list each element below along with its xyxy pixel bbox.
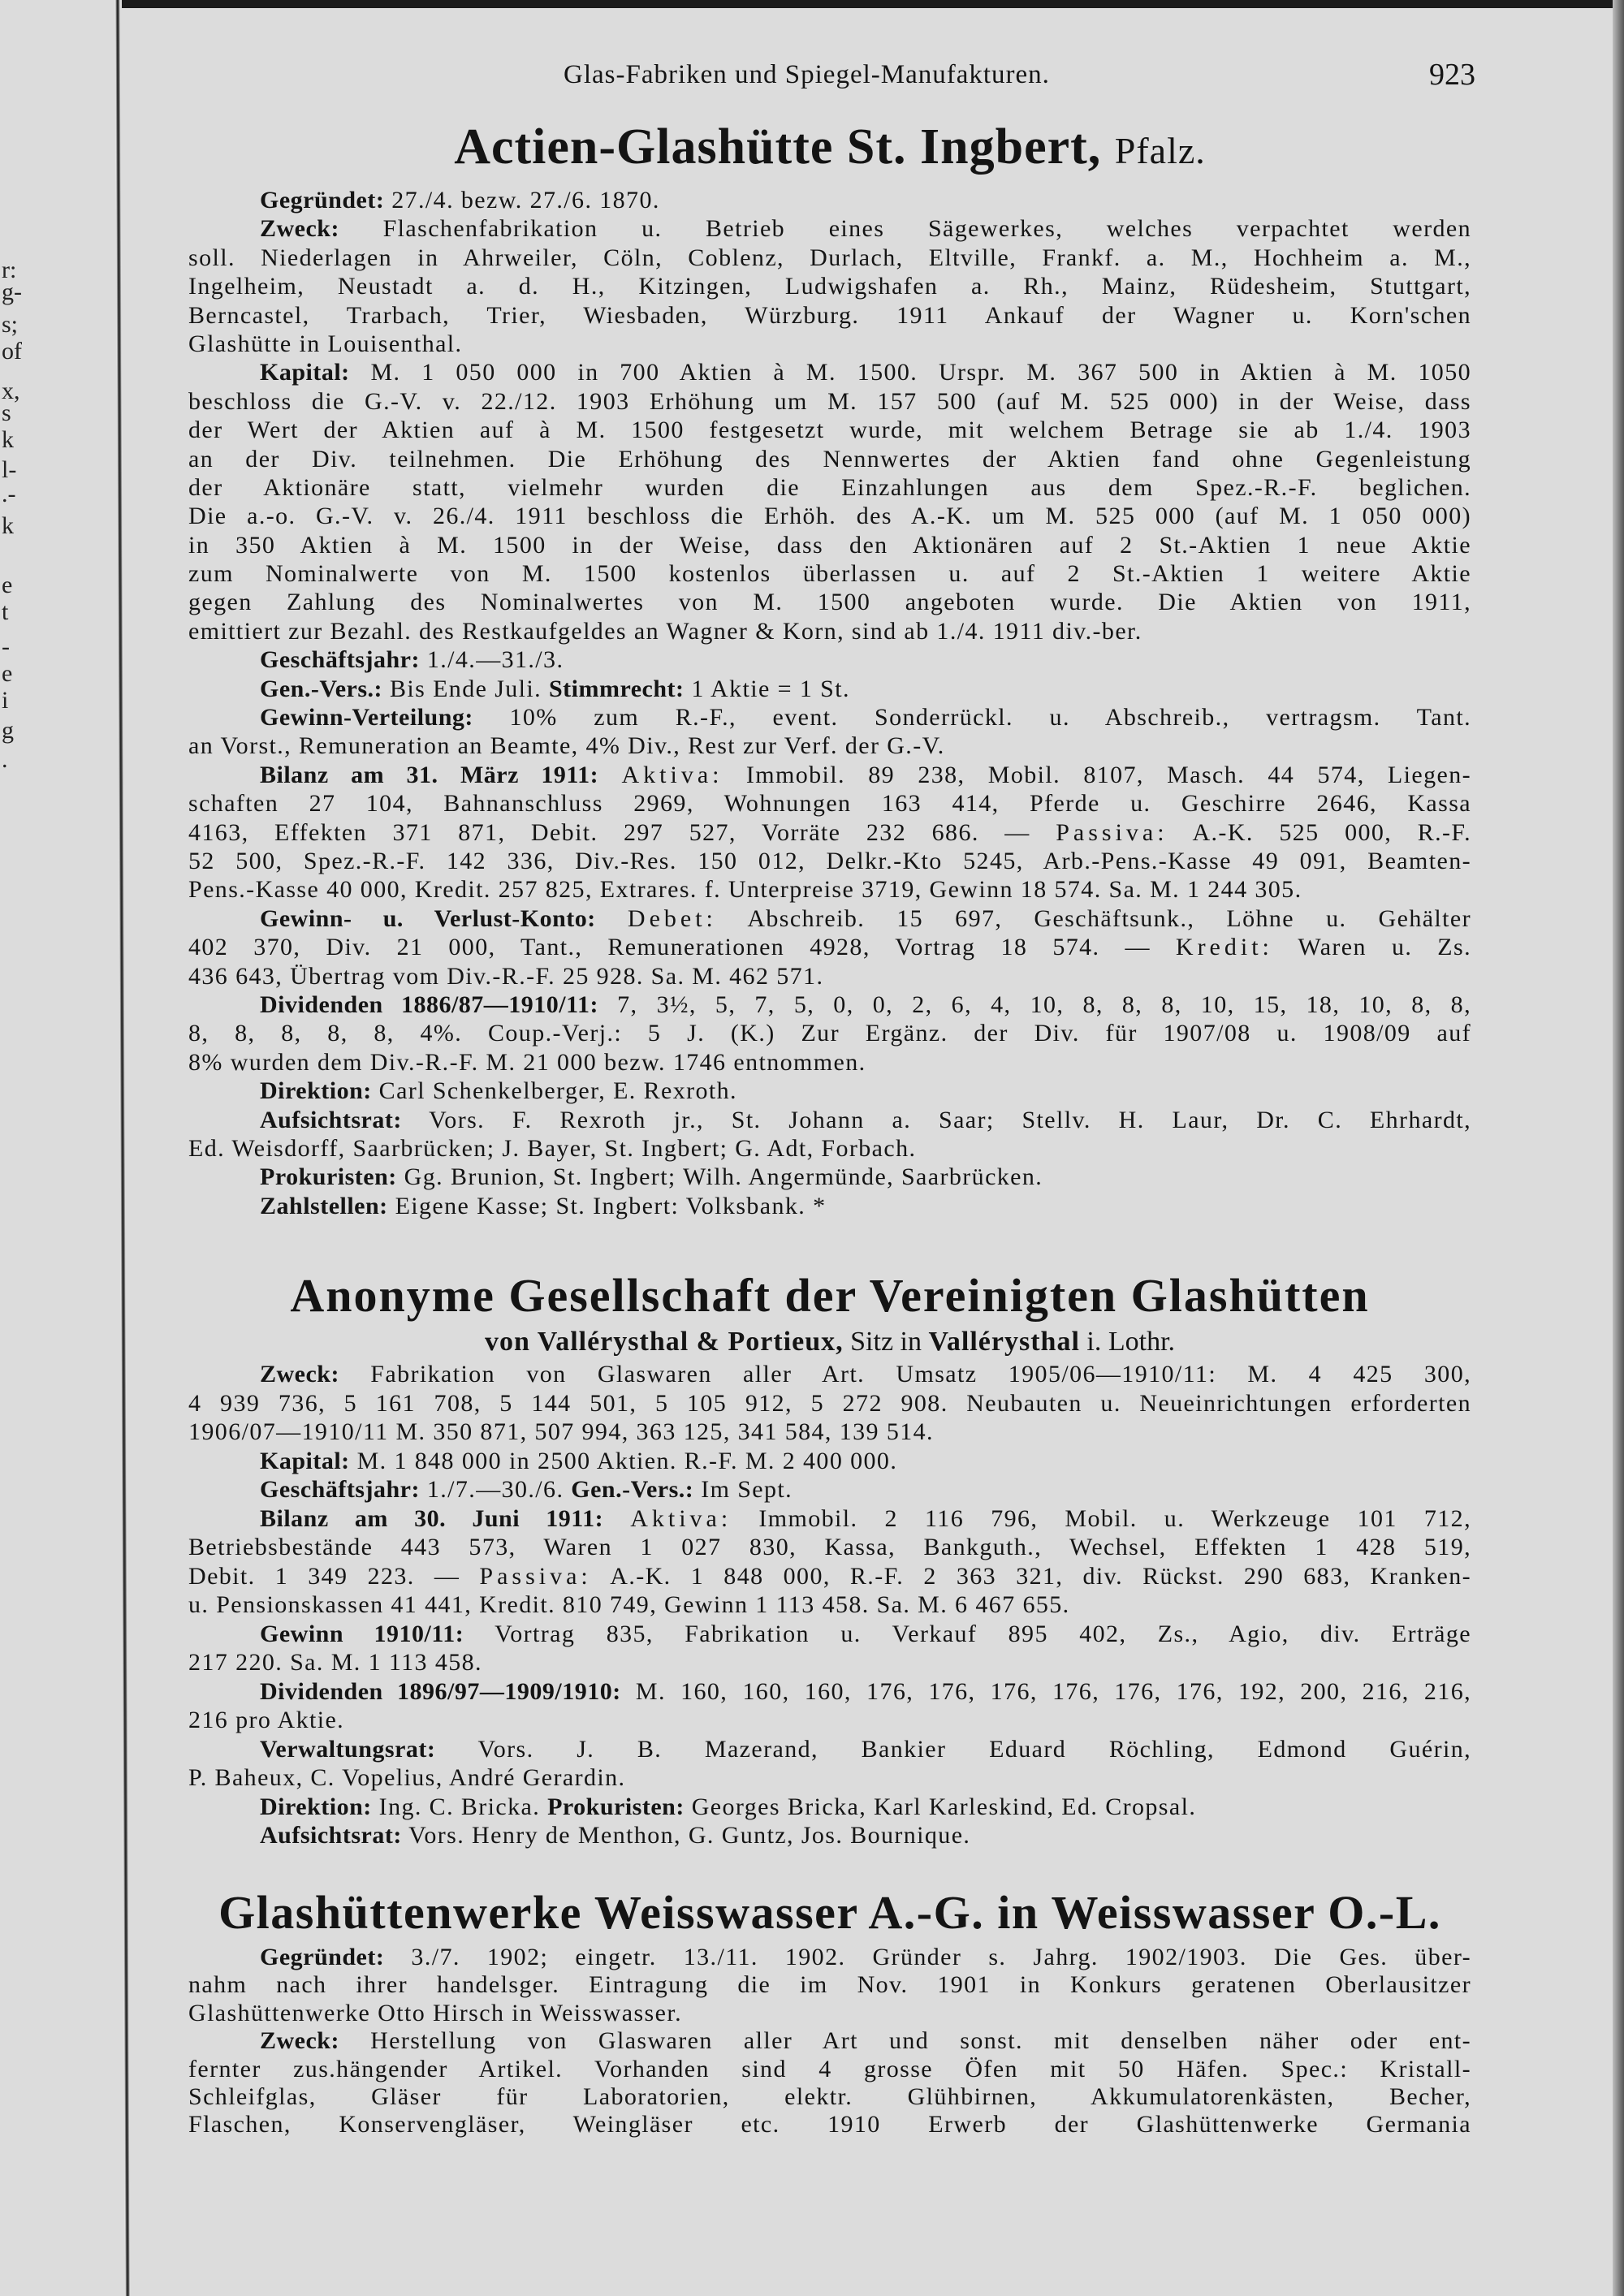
text-span: beschloss die G.-V. v. 22./12. 1903 Erhöhung um M. 157 500 (auf M. 525 000) in der Weise, dass: [188, 387, 1471, 415]
text-span: Herstellung von Glaswaren aller Art und sonst. mit denselben näher oder ent-: [339, 2027, 1471, 2055]
text-line: [188, 1706, 1471, 1735]
text-span: Waren u. Zs.: [1272, 934, 1471, 961]
running-header: Glas-Fabriken und Spiegel-Manufakturen.: [564, 60, 1050, 89]
text-line: [188, 1418, 1471, 1447]
field-label: Zweck:: [260, 2027, 339, 2055]
text-span: nahm nach ihrer handelsger. Eintragung die im Nov. 1901 in Konkurs geratenen Oberlausitzer: [188, 1971, 1471, 1999]
page-gutter-fold: [115, 0, 130, 2296]
margin-fragment: .: [2, 746, 8, 773]
text-line: [188, 1019, 1471, 1047]
text-span: 8, 8, 8, 8, 8, 4%. Coup.-Verj.: 5 J. (K.) Zur Ergänz. der Div. für 1907/08 u. 1908/09 auf: [188, 1020, 1471, 1047]
paragraph-first-line: [188, 1821, 1471, 1850]
text-span: Vors. J. B. Mazerand, Bankier Eduard Röchling, Edmond Guérin,: [435, 1735, 1471, 1763]
text-span: Glashüttenwerke Otto Hirsch in Weisswasser.: [188, 1999, 682, 2026]
field-label: Gewinn-Verteilung:: [260, 704, 473, 732]
field-label: Vallérysthal: [928, 1327, 1080, 1357]
text-span: an Vorst., Remuneration an Beamte, 4% Div., Rest zur Verf. der G.-V.: [188, 732, 945, 760]
text-span: Vors. F. Rexroth jr., St. Johann a. Saar; Stellv. H. Laur, Dr. C. Ehrhardt,: [401, 1106, 1471, 1133]
text-span: Betriebsbestände 443 573, Waren 1 027 830, Kassa, Bankguth., Wechsel, Effekten 1 428 519,: [188, 1534, 1471, 1560]
field-label: Stimmrecht:: [548, 675, 685, 702]
entry-title: [188, 119, 1471, 176]
paragraph-first-line: [188, 1106, 1471, 1134]
text-span: der Wert der Aktien auf à M. 1500 festgesetzt wurde, mit welchem Betrage sie ab 1./4. 1903: [188, 416, 1471, 444]
text-span: Immobil. 89 238, Mobil. 8107, Masch. 44 574, Liegen-: [723, 761, 1471, 788]
entry-title-main: Actien-Glashütte St. Ingbert,: [454, 119, 1102, 175]
text-span: 1./7.—30./6.: [419, 1476, 572, 1503]
paragraph-first-line: [188, 1504, 1471, 1534]
margin-fragment: t: [2, 598, 9, 625]
text-span: Georges Bricka, Karl Karleskind, Ed. Cropsal.: [684, 1793, 1197, 1820]
text-span: Carl Schenkelberger, E. Rexroth.: [371, 1077, 737, 1105]
text-span: Ingelheim, Neustadt a. d. H., Kitzingen, Ludwigshafen a. Rh., Mainz, Rüdesheim, Stuttgart,: [188, 273, 1471, 300]
paragraph-first-line: [188, 1944, 1471, 1971]
text-span: Vors. Henry de Menthon, G. Guntz, Jos. Bournique.: [401, 1822, 971, 1849]
margin-fragment: e: [2, 572, 13, 598]
text-line: [188, 559, 1471, 588]
margin-fragment: g: [2, 717, 14, 744]
text-span: Eigene Kasse; St. Ingbert: Volksbank. *: [387, 1192, 827, 1219]
text-line: [188, 1533, 1471, 1562]
entry-body: [188, 1944, 1471, 2139]
text-span: A.-K. 1 848 000, R.-F. 2 363 321, div. Rückst. 290 683, Kranken-: [591, 1562, 1471, 1590]
text-line: [188, 445, 1471, 473]
text-span: i. Lothr.: [1079, 1327, 1176, 1357]
entry-body: [188, 186, 1471, 1220]
text-span: Glashütte in Louisenthal.: [188, 330, 463, 357]
margin-fragment: k: [2, 426, 14, 453]
text-span: zum Nominalwerte von M. 1500 kostenlos überlassen u. auf 2 St.-Aktien 1 weitere Aktie: [188, 560, 1471, 588]
text-span: Flaschenfabrikation u. Betrieb eines Sägewerkes, welches verpachtet werden: [339, 215, 1471, 243]
field-label: Zweck:: [260, 215, 339, 243]
margin-fragment: r:: [2, 257, 17, 283]
text-span: 10% zum R.-F., event. Sonderrückl. u. Abschreib., vertragsm. Tant.: [473, 704, 1471, 732]
text-span: Ing. C. Bricka.: [371, 1793, 548, 1820]
text-span: [596, 905, 628, 932]
text-line: [188, 1134, 1471, 1163]
text-span: Gg. Brunion, St. Ingbert; Wilh. Angermünde, Saarbrücken.: [396, 1163, 1043, 1191]
field-label: Gewinn 1910/11:: [260, 1620, 464, 1647]
field-label: Gewinn- u. Verlust-Konto:: [260, 904, 596, 932]
text-span: 52 500, Spez.-R.-F. 142 336, Div.-Res. 150 012, Delkr.-Kto 5245, Arb.-Pens.-Kasse 49 091, Beamten-: [188, 847, 1471, 874]
paragraph-first-line: [188, 214, 1471, 243]
text-line: [188, 1562, 1471, 1591]
field-label: Kapital:: [260, 359, 350, 386]
paragraph-first-line: [188, 1793, 1471, 1822]
text-span: 4163, Effekten 371 871, Debit. 297 527, Vorräte 232 686. —: [188, 818, 1056, 846]
text-span: M. 1 848 000 in 2500 Aktien. R.-F. M. 2 400 000.: [349, 1447, 898, 1474]
margin-fragment: i: [2, 687, 9, 714]
spaced-label: Passiva:: [1056, 818, 1168, 846]
field-label: Prokuristen:: [547, 1793, 685, 1820]
paragraph-first-line: [188, 358, 1471, 386]
spaced-label: Debet:: [627, 904, 717, 932]
margin-fragment: l-: [2, 456, 17, 483]
text-line: [188, 732, 1471, 760]
field-label: Zweck:: [260, 1361, 339, 1388]
text-line: [188, 1763, 1471, 1793]
margin-fragment: .-: [2, 481, 16, 507]
margin-fragment: e: [2, 660, 13, 687]
text-span: Berncastel, Trarbach, Trier, Wiesbaden, Würzburg. 1911 Ankauf der Wagner u. Korn'schen: [188, 301, 1471, 329]
text-span: 7, 3½, 5, 7, 5, 0, 0, 2, 6, 4, 10, 8, 8, 8, 10, 15, 18, 10, 8, 8,: [598, 990, 1471, 1018]
text-span: u. Pensionskassen 41 441, Kredit. 810 749, Gewinn 1 113 458. Sa. M. 6 467 655.: [188, 1591, 1070, 1618]
text-span: P. Baheux, C. Vopelius, André Gerardin.: [188, 1764, 626, 1791]
field-label: Direktion:: [260, 1077, 372, 1105]
entry-body: [188, 1360, 1471, 1850]
text-line: [188, 588, 1471, 616]
field-label: von Vallérysthal & Portieux,: [484, 1327, 844, 1357]
text-span: Im Sept.: [693, 1476, 793, 1503]
spaced-label: Passiva:: [479, 1562, 592, 1590]
text-line: [188, 617, 1471, 645]
text-line: [188, 301, 1471, 330]
text-line: [188, 387, 1471, 416]
field-label: Direktion:: [260, 1793, 372, 1820]
paragraph-first-line: [188, 703, 1471, 732]
text-span: 436 643, Übertrag vom Div.-R.-F. 25 928. Sa. M. 462 571.: [188, 962, 824, 990]
field-label: Aufsichtsrat:: [260, 1106, 402, 1133]
text-line: [188, 847, 1471, 875]
text-line: [188, 962, 1471, 990]
scan-right-edge: [1613, 0, 1624, 2296]
paragraph-first-line: [188, 2027, 1471, 2055]
text-span: Sitz in: [843, 1327, 929, 1357]
text-span: Pens.-Kasse 40 000, Kredit. 257 825, Extrares. f. Unterpreise 3719, Gewinn 18 574. Sa. M. 1 244 305.: [188, 876, 1302, 904]
text-span: Die a.-o. G.-V. v. 26./4. 1911 beschloss die Erhöh. des A.-K. um M. 525 000 (auf M. 1 050 000): [188, 503, 1471, 530]
text-span: fernter zus.hängender Artikel. Vorhanden sind 4 grosse Öfen mit 50 Häfen. Spec.: Kristall-: [188, 2055, 1471, 2082]
page-number: 923: [1429, 58, 1475, 92]
text-line: [188, 933, 1471, 961]
paragraph-first-line: [188, 1447, 1471, 1476]
field-label: Bilanz am 30. Juni 1911:: [260, 1504, 604, 1532]
text-span: 402 370, Div. 21 000, Tant., Remunerationen 4928, Vortrag 18 574. —: [188, 934, 1176, 961]
text-span: 8% wurden dem Div.-R.-F. M. 21 000 bezw. 1746 entnommen.: [188, 1048, 866, 1076]
text-span: Vortrag 835, Fabrikation u. Verkauf 895 402, Zs., Agio, div. Erträge: [464, 1620, 1471, 1647]
text-line: [188, 2000, 1471, 2027]
text-span: Schleifglas, Gläser für Laboratorien, elektr. Glühbirnen, Akkumulatorenkästen, Becher,: [188, 2082, 1471, 2110]
entry-title: Glashüttenwerke Weisswasser A.-G. in Weisswasser O.-L.: [218, 1886, 1441, 1939]
field-label: Geschäftsjahr:: [260, 646, 420, 674]
paragraph-first-line: [188, 1677, 1471, 1707]
text-span: Flaschen, Konservengläser, Weingläser etc. 1910 Erwerb der Glashüttenwerke Germania: [188, 2111, 1471, 2138]
text-line: [188, 244, 1471, 272]
paragraph-first-line: [188, 645, 1471, 674]
text-line: [188, 1971, 1471, 1999]
text-line: [188, 789, 1471, 818]
paragraph-first-line: [188, 1192, 1471, 1220]
paragraph-first-line: [188, 186, 1471, 214]
text-span: M. 1 050 000 in 700 Aktien à M. 1500. Urspr. M. 367 500 in Aktien à M. 1050: [349, 359, 1471, 386]
paragraph-first-line: [188, 1620, 1471, 1649]
text-line: [188, 1590, 1471, 1620]
text-span: Bis Ende Juli.: [382, 675, 549, 702]
text-line: [188, 1048, 1471, 1077]
field-label: Geschäftsjahr:: [260, 1476, 420, 1503]
text-span: Abschreib. 15 697, Geschäftsunk., Löhne u. Gehälter: [716, 904, 1471, 932]
paragraph-first-line: [188, 1735, 1471, 1764]
text-span: Fabrikation von Glaswaren aller Art. Umsatz 1905/06—1910/11: M. 4 425 300,: [339, 1361, 1471, 1388]
text-line: [188, 416, 1471, 444]
text-span: in 350 Aktien à M. 1500 in der Weise, dass den Aktionären auf 2 St.-Aktien 1 neue Aktie: [188, 531, 1471, 559]
field-label: Prokuristen:: [260, 1163, 397, 1191]
field-label: Gen.-Vers.:: [571, 1476, 694, 1503]
paragraph-first-line: [188, 1077, 1471, 1105]
text-span: A.-K. 525 000, R.-F.: [1168, 818, 1471, 846]
text-line: [188, 272, 1471, 300]
text-line: [188, 330, 1471, 358]
text-span: gegen Zahlung des Nominalwertes von M. 1500 angeboten wurde. Die Aktien von 1911,: [188, 589, 1471, 616]
field-label: Zahlstellen:: [260, 1192, 388, 1219]
text-span: der Aktionäre statt, vielmehr wurden die Einzahlungen aus dem Spez.-R.-F. beglichen.: [188, 473, 1471, 501]
text-span: 1./4.—31./3.: [419, 646, 564, 674]
text-span: an der Div. teilnehmen. Die Erhöhung des Nennwertes der Aktien fand ohne Gegenleistung: [188, 445, 1471, 473]
text-span: schaften 27 104, Bahnanschluss 2969, Wohnungen 163 414, Pferde u. Geschirre 2646, Kassa: [188, 790, 1471, 818]
scan-top-border: [122, 0, 1624, 8]
text-span: M. 160, 160, 160, 176, 176, 176, 176, 176, 176, 192, 200, 216, 216,: [620, 1677, 1471, 1705]
margin-fragment: k: [2, 512, 14, 539]
margin-fragment: of: [2, 338, 22, 365]
text-span: 4 939 736, 5 161 708, 5 144 501, 5 105 912, 5 272 908. Neubauten u. Neueinrichtungen erforderten: [188, 1389, 1471, 1417]
text-line: [188, 502, 1471, 530]
text-line: [188, 1389, 1471, 1418]
text-span: 1 Aktie = 1 St.: [684, 675, 850, 702]
text-span: [598, 762, 621, 788]
field-label: Gegründet:: [260, 187, 385, 214]
text-line: [188, 875, 1471, 904]
text-span: Immobil. 2 116 796, Mobil. u. Werkzeuge 101 712,: [732, 1504, 1471, 1532]
paragraph-first-line: [188, 675, 1471, 703]
text-span: soll. Niederlagen in Ahrweiler, Cöln, Coblenz, Durlach, Eltville, Frankf. a. M., Hochheim a. M.,: [188, 244, 1471, 271]
text-span: Debit. 1 349 223. —: [188, 1562, 480, 1590]
paragraph-first-line: [188, 904, 1471, 933]
entry-subtitle: [188, 1327, 1471, 1357]
spaced-label: Aktiva:: [621, 761, 723, 788]
paragraph-first-line: [188, 1360, 1471, 1389]
margin-fragment: g-: [2, 278, 22, 305]
paragraph-first-line: [188, 1475, 1471, 1504]
margin-fragment: s: [2, 399, 11, 426]
entry-title: Anonyme Gesellschaft der Vereinigten Glashütten: [290, 1269, 1370, 1322]
text-span: [603, 1505, 630, 1532]
field-label: Aufsichtsrat:: [260, 1822, 402, 1849]
field-label: Gen.-Vers.:: [260, 675, 383, 702]
text-line: [188, 531, 1471, 559]
field-label: Bilanz am 31. März 1911:: [260, 761, 599, 788]
paragraph-first-line: [188, 761, 1471, 789]
field-label: Dividenden 1886/87—1910/11:: [260, 990, 598, 1018]
margin-fragment: x,: [2, 378, 20, 404]
field-label: Kapital:: [260, 1447, 350, 1474]
text-span: 27./4. bezw. 27./6. 1870.: [384, 187, 660, 214]
text-line: [188, 1648, 1471, 1677]
paragraph-first-line: [188, 1163, 1471, 1191]
text-span: 216 pro Aktie.: [188, 1707, 345, 1733]
spaced-label: Aktiva:: [630, 1504, 732, 1532]
text-span: 1906/07—1910/11 M. 350 871, 507 994, 363 125, 341 584, 139 514.: [188, 1418, 934, 1445]
text-line: [188, 2083, 1471, 2111]
text-span: emittiert zur Bezahl. des Restkaufgeldes an Wagner & Korn, sind ab 1./4. 1911 div.-ber.: [188, 617, 1142, 645]
text-line: [188, 2056, 1471, 2083]
field-label: Dividenden 1896/97—1909/1910:: [260, 1677, 621, 1705]
text-line: [188, 818, 1471, 847]
field-label: Gegründet:: [260, 1944, 385, 1970]
text-span: Ed. Weisdorff, Saarbrücken; J. Bayer, St. Ingbert; G. Adt, Forbach.: [188, 1134, 917, 1162]
margin-fragment: -: [2, 633, 10, 660]
text-span: 3./7. 1902; eingetr. 13./11. 1902. Gründer s. Jahrg. 1902/1903. Die Ges. über-: [384, 1944, 1471, 1970]
margin-fragment: s;: [2, 311, 19, 338]
text-line: [188, 2111, 1471, 2138]
spaced-label: Kredit:: [1175, 934, 1273, 961]
field-label: Verwaltungsrat:: [260, 1735, 436, 1763]
entry-title-suffix: Pfalz.: [1114, 130, 1206, 171]
text-span: 217 220. Sa. M. 1 113 458.: [188, 1649, 482, 1676]
text-line: [188, 473, 1471, 502]
paragraph-first-line: [188, 990, 1471, 1019]
